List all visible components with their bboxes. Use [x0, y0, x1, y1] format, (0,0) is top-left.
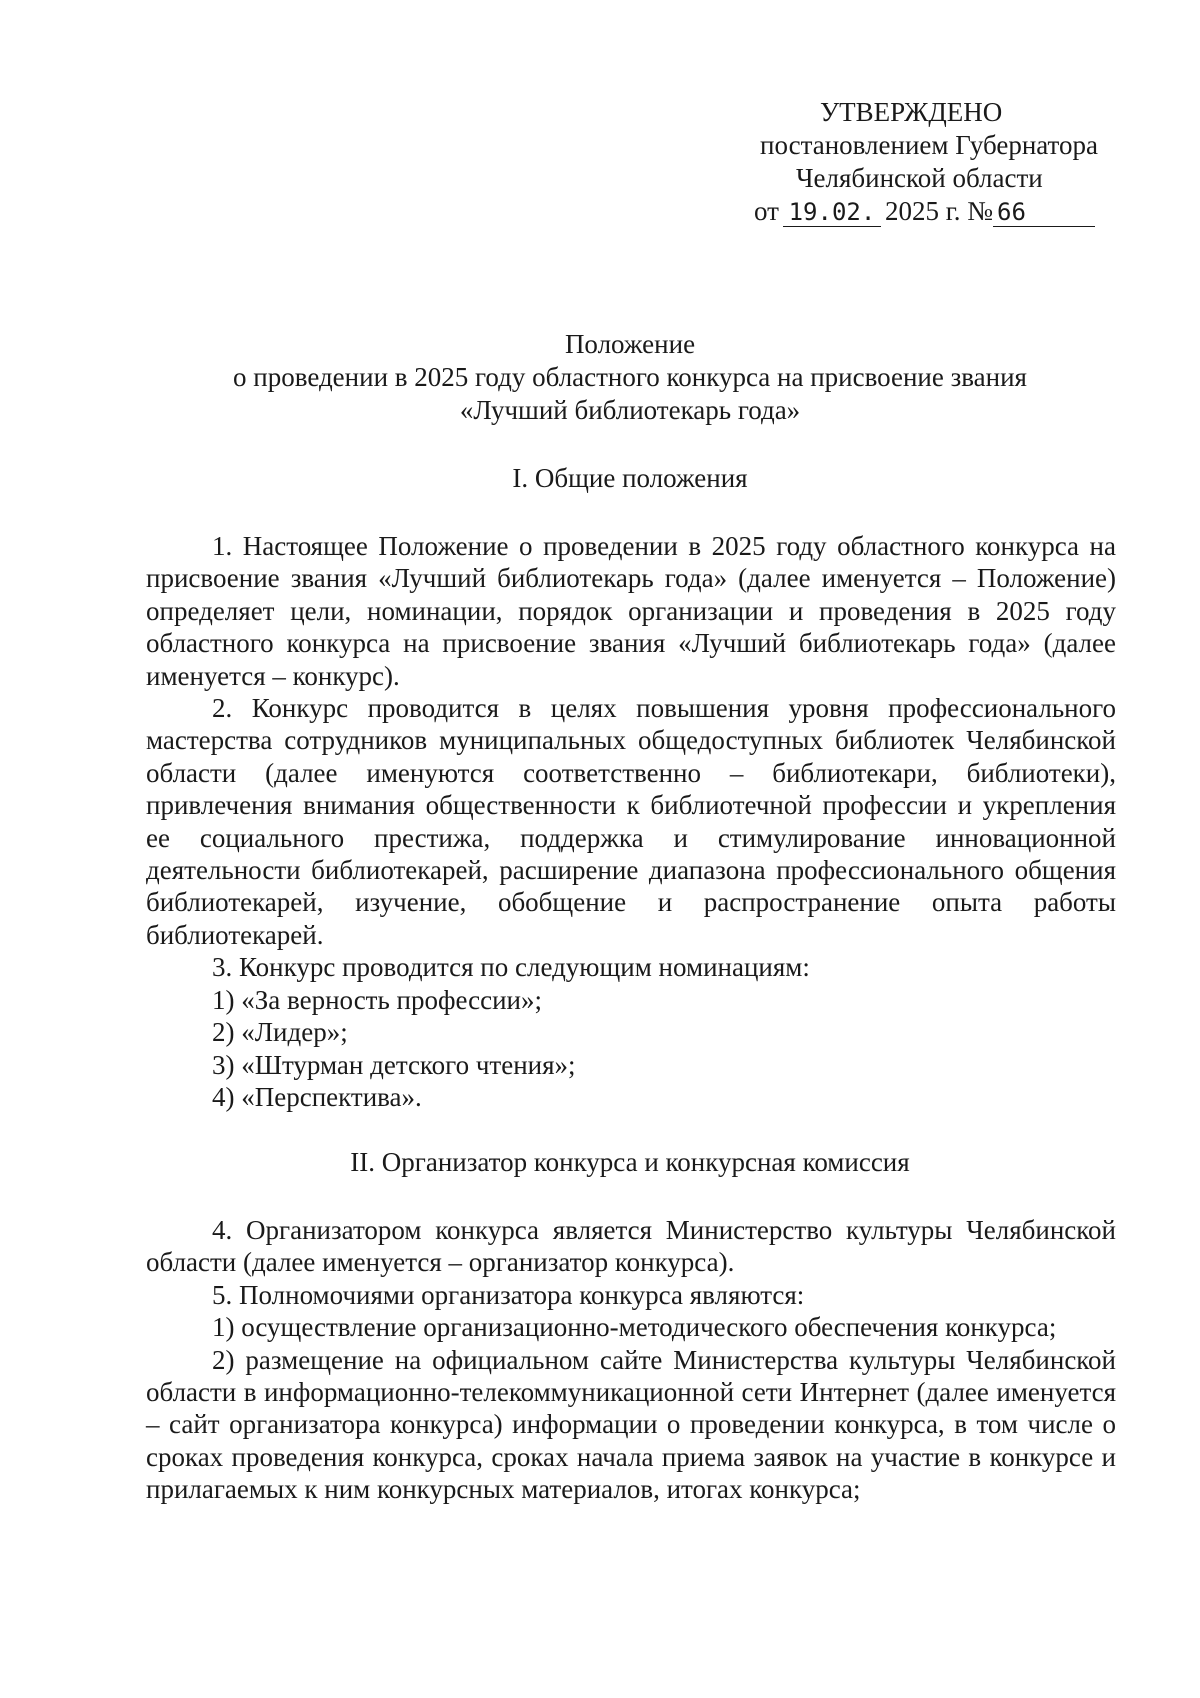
- list-item: 3) «Штурман детского чтения»;: [212, 1049, 576, 1080]
- paragraph: 5. Полномочиями организатора конкурса являются:: [212, 1279, 805, 1310]
- list-item: 2) «Лидер»;: [212, 1017, 348, 1048]
- title-line-3: «Лучший библиотекарь года»: [459, 395, 801, 425]
- document-title: [140, 328, 1120, 427]
- approval-date-line: [730, 195, 1130, 228]
- handwritten-number: 66: [993, 198, 1095, 227]
- paragraph: 2. Конкурс проводится в целях повышения уровня профессионального мастерства сотрудников муниципальных общедоступных библиотек Челябинской области (далее именуются соответственно – библиотекари, библиотеки), привлечения внимания общественности к библиотечной профессии и укрепления ее социального престижа, поддержка и стимулирование инновационной деятельности библиотекарей, расширение диапазона профессионального общения библиотекарей, изучение, обобщение и распространение опыта работы библиотекарей.: [146, 693, 1116, 950]
- section-1-body: [146, 530, 1116, 1113]
- title-line-2: о проведении в 2025 году областного конкурса на присвоение звания: [233, 362, 1027, 392]
- title-line-1: Положение: [564, 329, 696, 359]
- paragraph: 1. Настоящее Положение о проведении в 2025 году областного конкурса на присвоение звания «Лучший библиотекарь года» (далее именуется – Положение) определяет цели, номинации, порядок организации и проведения в 2025 году областного конкурса на присвоение звания «Лучший библиотекарь года» (далее именуется – конкурс).: [146, 531, 1116, 691]
- list-item: 2) размещение на официальном сайте Министерства культуры Челябинской области в информационно-телекоммуникационной сети Интернет (далее именуется – сайт организатора конкурса) информации о проведении конкурса, в том числе о сроках проведения конкурса, сроках начала приема заявок на участие в конкурсе и прилагаемых к ним конкурсных материалов, итогах конкурса;: [146, 1344, 1116, 1505]
- section-2-heading: II. Организатор конкурса и конкурсная комиссия: [350, 1147, 910, 1177]
- handwritten-date: 19.02.: [783, 198, 881, 227]
- approval-title: УТВЕРЖДЕНО: [820, 97, 1003, 127]
- section-1-heading: I. Общие положения: [512, 463, 748, 493]
- date-suffix: 2025 г. №: [884, 196, 993, 226]
- date-prefix: от: [754, 196, 779, 226]
- list-item: 4) «Перспектива».: [212, 1081, 422, 1112]
- list-item: 1) «За верность профессии»;: [212, 984, 543, 1015]
- approval-stamp: [730, 96, 1130, 228]
- list-item: 1) осуществление организационно-методического обеспечения конкурса;: [212, 1312, 1057, 1343]
- approval-region: Челябинской области: [796, 163, 1043, 193]
- paragraph: 4. Организатором конкурса является Министерство культуры Челябинской области (далее именуется – организатор конкурса).: [146, 1215, 1116, 1278]
- approval-authority: постановлением Губернатора: [760, 130, 1098, 160]
- paragraph: 3. Конкурс проводится по следующим номинациям:: [212, 952, 810, 983]
- section-2-body: [146, 1214, 1116, 1506]
